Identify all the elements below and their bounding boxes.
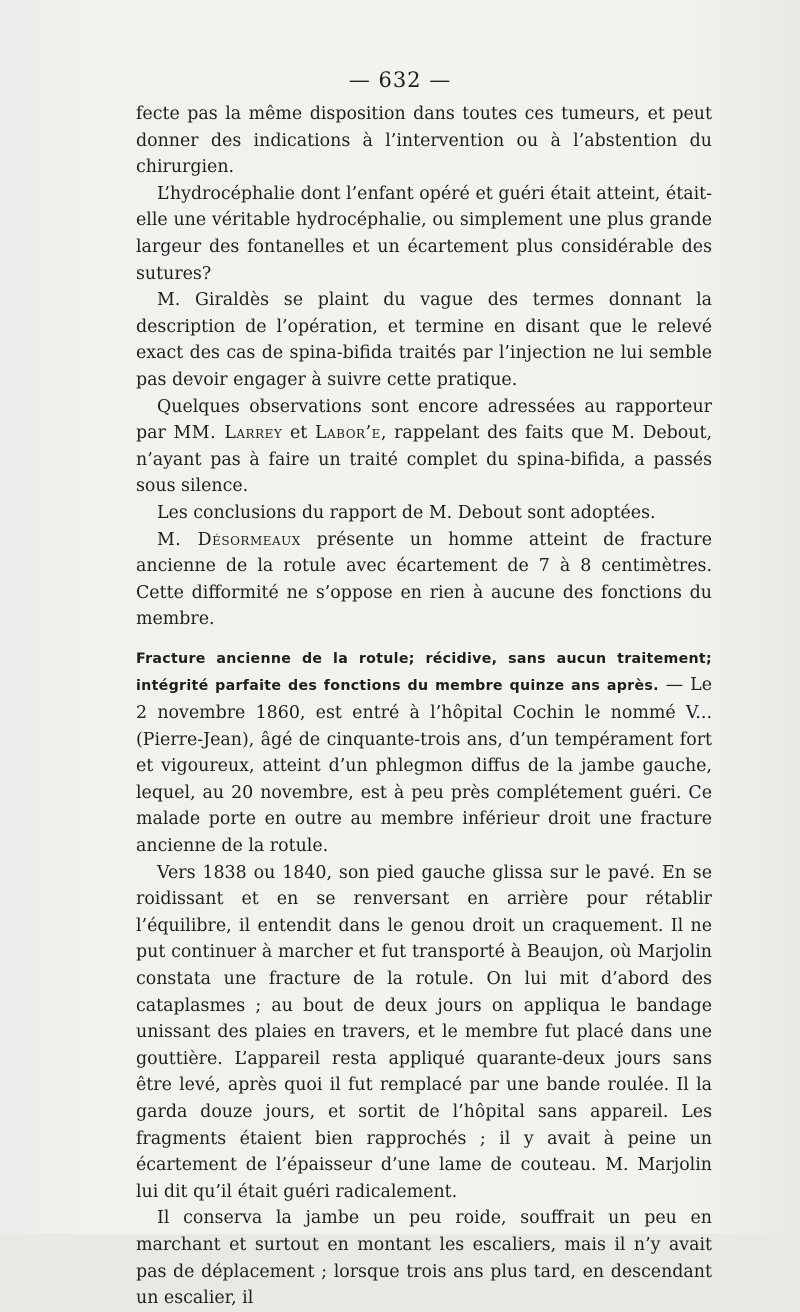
paragraph-aftermath: Il conserva la jambe un peu roide, souffrait un peu en marchant et surtout en montant les escaliers, mais il n’y avait pas de déplacement ; lorsque trois ans plus tard, en descendant un escalier, il — [136, 1208, 712, 1309]
name-desormeaux: M. Désormeaux — [157, 529, 301, 550]
paragraph-continuation: fecte pas la même disposition dans toutes ces tumeurs, et peut donner des indications à l’intervention ou à l’abstention du chirurgien. — [136, 104, 712, 178]
page-number: — 632 — — [348, 68, 452, 92]
paragraph-observations — [136, 394, 712, 500]
paragraph-history: Vers 1838 ou 1840, son pied gauche glissa sur le pavé. En se roidissant et en se renversant en arrière pour rétablir l’équilibre, il entendit dans le genou droit un craquement. Il ne put continuer à marcher et fut transporté à Beaujon, où Marjolin constata une fracture de la rotule. On lui mit d’abord des cataplasmes ; au bout de deux jours on appliqua le bandage unissant des plaies en travers, et le membre fut placé dans une gouttière. L’appareil resta appliqué quarante-deux jours sans être levé, après quoi il fut remplacé par une bande roulée. Il la garda douze jours, et sortit de l’hôpital sans appareil. Les fragments étaient bien rapprochés ; il y avait à peine un écartement de l’épaisseur d’une lame de couteau. M. Marjolin lui dit qu’il était guéri radicalement. — [136, 862, 712, 1202]
body-text — [136, 101, 712, 1312]
case-heading: Fracture ancienne de la rotule; récidive, sans aucun traitement; intégrité parfaite des fonctions du membre quinze ans après. — [136, 650, 712, 695]
paragraph-desormeaux-text: présente un homme atteint de fracture ancienne de la rotule avec écartement de 7 à 8 centimètres. Cette difformité ne s’oppose en rien à aucune des fonctions du membre. — [136, 529, 712, 630]
paragraph-observations-text-a: Quelques observations sont encore adressées au rapporteur par — [136, 396, 712, 444]
paragraph-conclusions: Les conclusions du rapport de M. Debout sont adoptées. — [157, 502, 656, 523]
paragraph-giraldes: M. Giraldès se plaint du vague des termes donnant la description de l’opération, et termine en disant que le relevé exact des cas de spina-bifida traités par l’injection ne lui semble pas devoir engager à suivre cette pratique. — [136, 290, 712, 390]
case-report-text: — Le 2 novembre 1860, est entré à l’hôpital Cochin le nommé V... (Pierre-Jean), âgé de cinquante-trois ans, d’un tempérament fort et vigoureux, atteint d’un phlegmon diffus de la jambe gauche, lequel, au 20 novembre, est à peu près complétement guéri. Ce malade porte en outre au membre inférieur droit une fracture ancienne de la rotule. — [136, 675, 712, 857]
paragraph-hydrocephalie: L’hydrocéphalie dont l’enfant opéré et guéri était atteint, était-elle une véritable hydrocéphalie, ou simplement une plus grande largeur des fontanelles et un écartement plus considérable des sutures? — [136, 183, 712, 284]
name-laborie: Labor’e — [314, 423, 381, 444]
paragraph-case-report — [136, 645, 712, 860]
paragraph-observations-text-c: , rappelant des faits que M. Debout, n’ayant pas à faire un traité complet du spina-bifida, a passés sous silence. — [136, 423, 712, 497]
paragraph-observations-text-b: et — [282, 423, 315, 444]
paragraph-desormeaux — [136, 527, 712, 633]
name-larrey: MM. Larrey — [173, 423, 283, 444]
